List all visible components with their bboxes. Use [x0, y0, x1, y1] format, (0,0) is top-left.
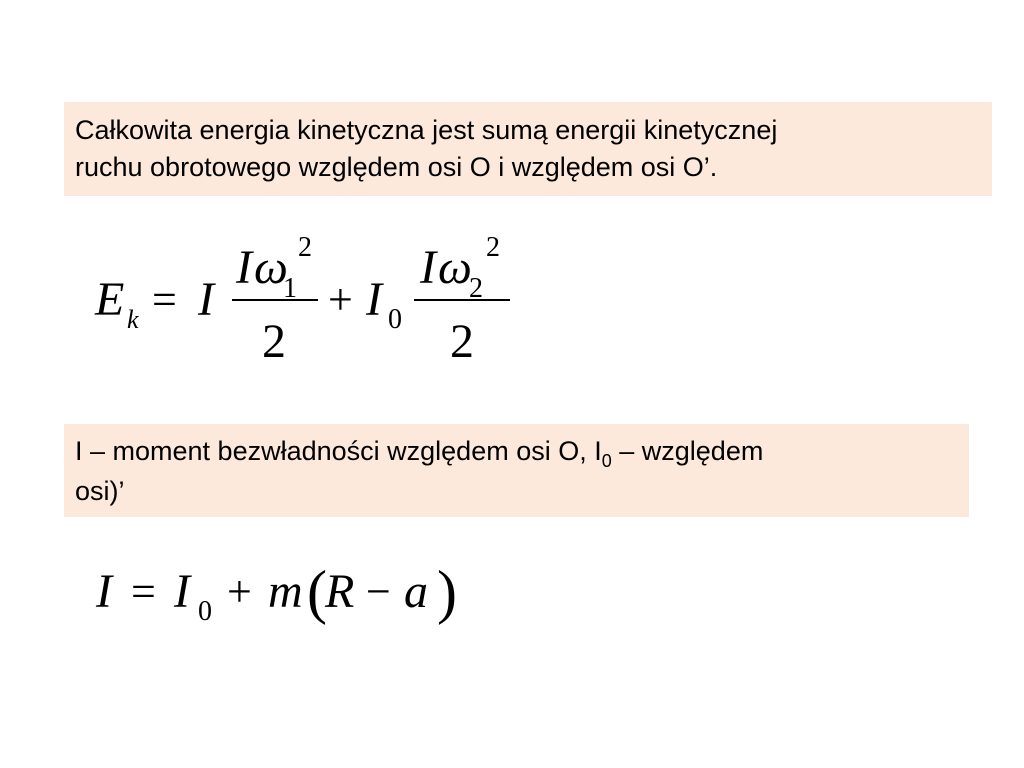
formula1-omega-2: ω: [438, 241, 472, 294]
formula1-E: E: [95, 273, 125, 326]
formula1-num1-I: I: [236, 241, 252, 294]
formula1-sup1: 2: [298, 232, 312, 263]
formula1-k: k: [127, 305, 139, 334]
formula2-m: m: [268, 565, 303, 618]
formula1-plus: +: [328, 275, 353, 324]
formula1-I0-I: I: [366, 273, 382, 326]
formula1-sup2: 2: [486, 232, 500, 263]
formula2-minus: −: [366, 567, 391, 616]
text-line-1-main: I – moment bezwładności względem osi O, I: [75, 436, 602, 466]
formula1-I0-sub: 0: [388, 304, 402, 335]
formula1-den1: 2: [262, 315, 286, 368]
formula2-equals: =: [131, 567, 156, 616]
text-line-1-rest: – względem: [611, 436, 764, 466]
subscript-zero: 0: [601, 451, 612, 471]
text-line-2: ruchu obrotowego względem osi O i względem osi O’.: [75, 152, 718, 182]
text-line-1: Całkowita energia kinetyczna jest sumą energii kinetycznej: [75, 115, 778, 145]
formula2-R: R: [325, 565, 355, 618]
formula1-equals: =: [152, 275, 177, 324]
formula1-den2: 2: [450, 315, 474, 368]
text-line-2: osi)’: [75, 476, 125, 506]
formula1-sub1: 1: [283, 273, 297, 304]
formula2-right-paren: ): [437, 559, 457, 625]
formula1-num2-I: I: [420, 241, 436, 294]
formula1-omega-1: ω: [254, 241, 288, 294]
formula2-left-paren: (: [307, 559, 327, 625]
formula2-plus: +: [227, 567, 252, 616]
formula2-I0-I: I: [174, 565, 190, 618]
formula1-I: I: [198, 273, 214, 326]
formula2-a: a: [404, 565, 428, 618]
formula1-sub2: 2: [469, 273, 483, 304]
formula2-I0-sub: 0: [198, 596, 212, 627]
formula2-I: I: [96, 565, 112, 618]
